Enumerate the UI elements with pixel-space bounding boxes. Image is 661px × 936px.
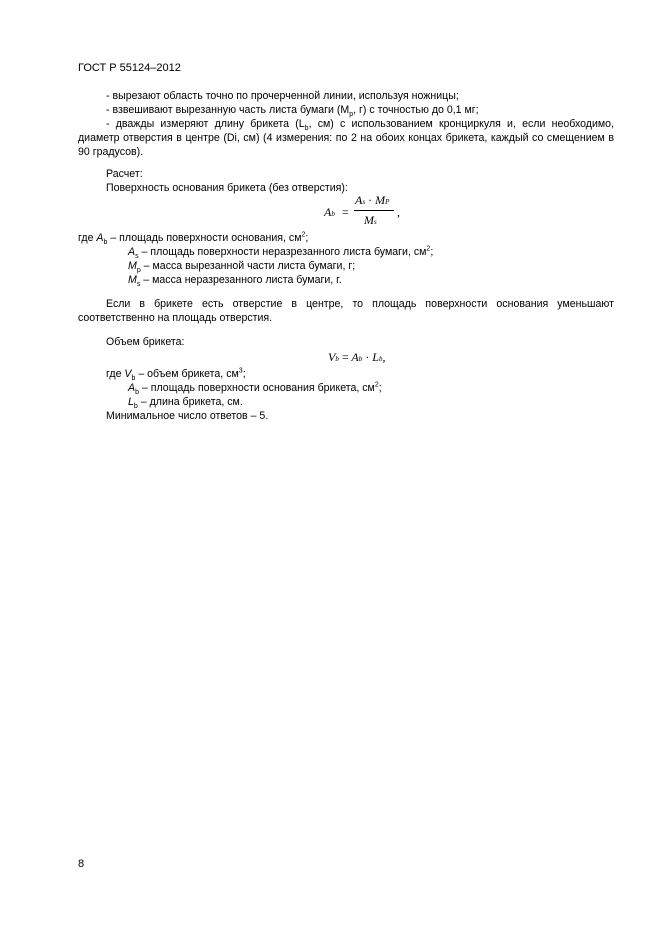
where-mp: $M_p$ – масса вырезанной части листа бумаги, г; bbox=[128, 260, 356, 275]
where-ms: $M_s$ – масса неразрезанного листа бумаги, г. bbox=[128, 274, 342, 289]
where-vb: где $V_b$ – объем брикета, $см^3$; bbox=[106, 367, 246, 383]
formula-comma: , bbox=[397, 205, 400, 219]
where-ab-volume: $A_b$ – площадь поверхности основания брикета, $см^2$; bbox=[128, 381, 382, 397]
formula-eq: = bbox=[342, 205, 349, 219]
volume-heading: Объем брикета: bbox=[106, 336, 185, 348]
min-answers: Минимальное число ответов – 5. bbox=[106, 410, 269, 422]
step-cut: - вырезают область точно по прочерченной линии, используя ножницы; bbox=[106, 90, 459, 102]
area-heading: Поверхность основания брикета (без отверстия): bbox=[106, 182, 348, 194]
hole-note: Если в брикете есть отверстие в центре, то площадь поверхности основания уменьшают соответственно на площадь отверстия. bbox=[78, 298, 614, 324]
document-page: ГОСТ Р 55124–2012 - вырезают область точно по прочерченной линии, используя ножницы; - взвешивают вырезанную часть листа бумаги ($M_p$, г) с точностью до 0,1 мг; - дважды измеряют длину брикета ($L_b$, см) с использованием кронциркуля и, если необходимо, диаметр отверстия в центре (Di, см) (4 измерения: по 2 на обоих концах брикета, каждый со смещением в 90 градусов). Расчет: Поверхность основания брикета (без отверстия): Ab = As · MP Ms , где $A_b$ – площадь поверхности основания, $см^2$; $A_s$ – площадь поверхности неразрезанного листа бумаги, $см^2$; $M_p$ – масса вырезанной части листа бумаги, г; $M_s$ – масса неразрезанного листа бумаги, г. Если в брикете есть отверстие в центре, то площадь поверхности основания уменьшают соответственно на площадь отверстия. Объем брикета: Vb = Ab · Lb, где $V_b$ – объем брикета, $см^3$; $A_b$ – площадь поверхности основания брикета, $см^2$; $L_b$ – длина брикета, см. Минимальное число ответов – 5. 8 bbox=[78, 62, 615, 870]
where-as: $A_s$ – площадь поверхности неразрезанного листа бумаги, $см^2$; bbox=[128, 245, 434, 261]
step-measure: - дважды измеряют длину брикета ($L_b$, см) с использованием кронциркуля и, если необходимо, диаметр отверстия в центре (Di, см) (4 измерения: по 2 на обоих концах брикета, каждый со смещением в 90 градусов). bbox=[78, 118, 615, 158]
formula-numerator: As · MP bbox=[355, 193, 390, 207]
document-header: ГОСТ Р 55124–2012 bbox=[78, 62, 181, 74]
where-ab: где $A_b$ – площадь поверхности основания, $см^2$; bbox=[78, 231, 309, 247]
fraction-bar bbox=[354, 210, 394, 211]
formula-lhs: Ab bbox=[324, 205, 335, 219]
page-number: 8 bbox=[78, 858, 85, 870]
step-weigh: - взвешивают вырезанную часть листа бумаги ($M_p$, г) с точностью до 0,1 мг; bbox=[106, 104, 479, 119]
formula-denominator: Ms bbox=[364, 213, 377, 227]
where-lb: $L_b$ – длина брикета, см. bbox=[128, 396, 243, 411]
calc-heading: Расчет: bbox=[106, 168, 143, 180]
